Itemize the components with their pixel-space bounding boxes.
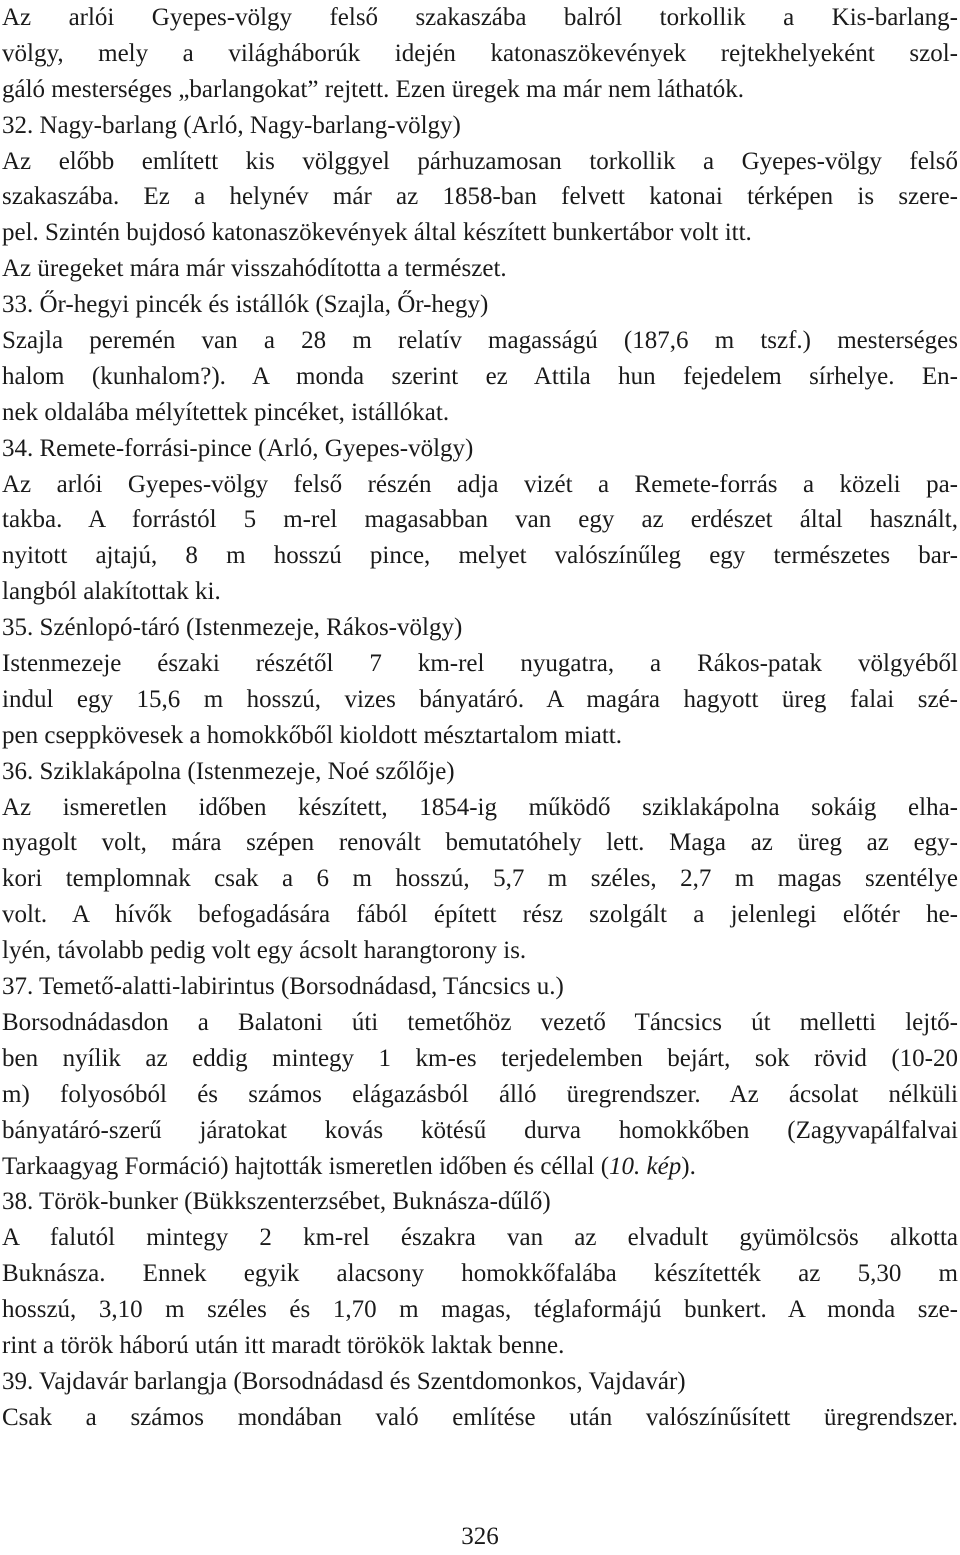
text-line-content: indul egy 15,6 m hosszú, vizes bányatáró. A magára hagyott üreg falai szé-	[2, 685, 958, 713]
text-line	[2, 538, 958, 574]
text-line-content: 34. Remete-forrási-pince (Arló, Gyepes-völgy)	[2, 434, 474, 462]
text-line	[2, 1220, 958, 1256]
text-line-content: rint a török háború után itt maradt törökök laktak benne.	[2, 1331, 565, 1359]
text-line	[2, 1364, 958, 1400]
text-line-content: lyén, távolabb pedig volt egy ácsolt harangtorony is.	[2, 937, 527, 965]
text-line-content: pel. Szintén bujdosó katonaszökevények által készített bunkertábor volt itt.	[2, 219, 752, 247]
text-line	[2, 1041, 958, 1077]
text-line-content: Az előbb említett kis völggyel párhuzamosan torkollik a Gyepes-völgy felső	[2, 147, 958, 175]
text-line	[2, 108, 958, 144]
text-line	[2, 1184, 958, 1220]
text-line	[2, 1113, 958, 1149]
text-line-tail: ).	[681, 1152, 696, 1180]
text-line	[2, 179, 958, 215]
text-line	[2, 287, 958, 323]
text-line-content: volt. A hívők befogadására fából épített rész szolgált a jelenlegi előtér he-	[2, 901, 958, 929]
text-line-content: pen cseppkövesek a homokkőből kioldott mésztartalom miatt.	[2, 721, 623, 749]
text-line-content: Buknásza. Ennek egyik alacsony homokkőfalába készítették az 5,30 m	[2, 1260, 958, 1288]
text-line	[2, 790, 958, 826]
text-line-content: Borsodnádasdon a Balatoni úti temetőhöz vezető Táncsics út melletti lejtő-	[2, 1008, 958, 1036]
page-number: 326	[461, 1523, 499, 1550]
text-line-content: Az arlói Gyepes-völgy felső szakaszába balról torkollik a Kis-barlang-	[2, 4, 958, 31]
text-line	[2, 1149, 958, 1185]
text-line-content: Csak a számos mondában való említése után valószínűsített üregrendszer.	[2, 1403, 958, 1431]
text-line-content: 38. Török-bunker (Bükkszenterzsébet, Buknásza-dűlő)	[2, 1188, 551, 1216]
text-line-content: 32. Nagy-barlang (Arló, Nagy-barlang-völgy)	[2, 111, 461, 139]
text-line-content: Szajla peremén van a 28 m relatív magasságú (187,6 m tszf.) mesterséges	[2, 327, 958, 355]
text-line-content: Az üregeket mára már visszahódította a természet.	[2, 255, 507, 283]
text-line	[2, 359, 958, 395]
text-line-content: ben nyílik az eddig mintegy 1 km-es terjedelemben bejárt, sok rövid (10-20	[2, 1044, 958, 1072]
text-line	[2, 72, 958, 108]
text-line-content: hosszú, 3,10 m széles és 1,70 m magas, téglaformájú bunkert. A monda sze-	[2, 1296, 958, 1324]
text-line	[2, 861, 958, 897]
text-line	[2, 431, 958, 467]
text-line-content: kori templomnak csak a 6 m hosszú, 5,7 m széles, 2,7 m magas szentélye	[2, 865, 958, 893]
text-line-content: A falutól mintegy 2 km-rel északra van az elvadult gyümölcsös alkotta	[2, 1224, 958, 1252]
text-line-content: Istenmezeje északi részétől 7 km-rel nyugatra, a Rákos-patak völgyéből	[2, 650, 958, 678]
text-line	[2, 323, 958, 359]
text-line	[2, 718, 958, 754]
text-line-content: 36. Sziklakápolna (Istenmezeje, Noé szőlője)	[2, 757, 455, 785]
text-line-content: bányatáró-szerű járatokat kovás kötésű durva homokkőben (Zagyvapálfalvai	[2, 1116, 958, 1144]
text-line-content: halom (kunhalom?). A monda szerint ez Attila hun fejedelem sírhelye. En-	[2, 362, 958, 390]
text-line-content: 35. Szénlopó-táró (Istenmezeje, Rákos-völgy)	[2, 614, 463, 642]
text-line-content: m) folyosóból és számos elágazásból álló üregrendszer. Az ácsolat nélküli	[2, 1080, 958, 1108]
text-line	[2, 1292, 958, 1328]
text-line	[2, 933, 958, 969]
text-line	[2, 395, 958, 431]
text-line-content: szakaszába. Ez a helynév már az 1858-ban felvett katonai térképen is szere-	[2, 183, 958, 211]
text-line	[2, 610, 958, 646]
page-body	[2, 0, 958, 1436]
text-line-content: nyagolt volt, mára szépen renovált bemutatóhely lett. Maga az üreg az egy-	[2, 829, 958, 857]
text-line	[2, 825, 958, 861]
text-line	[2, 467, 958, 503]
text-line-content: völgy, mely a világháborúk idején katonaszökevények rejtekhelyeként szol-	[2, 39, 958, 67]
text-line-content: Az ismeretlen időben készített, 1854-ig működő sziklakápolna sokáig elha-	[2, 793, 958, 821]
text-line	[2, 1256, 958, 1292]
text-line-content: langból alakítottak ki.	[2, 578, 221, 606]
figure-reference: 10. kép	[609, 1152, 682, 1180]
text-line-content: Az arlói Gyepes-völgy felső részén adja vizét a Remete-forrás a közeli pa-	[2, 470, 958, 498]
text-line-content: 33. Őr-hegyi pincék és istállók (Szajla, Őr-hegy)	[2, 291, 489, 319]
text-line	[2, 1328, 958, 1364]
text-line-content: nek oldalába mélyítettek pincéket, istállókat.	[2, 398, 450, 426]
text-line	[2, 36, 958, 72]
text-line	[2, 574, 958, 610]
text-line-content: Tarkaagyag Formáció) hajtották ismeretlen időben és céllal (	[2, 1152, 610, 1180]
text-line	[2, 251, 958, 287]
text-line	[2, 682, 958, 718]
text-line	[2, 1005, 958, 1041]
text-line	[2, 754, 958, 790]
text-line	[2, 969, 958, 1005]
text-line-content: gáló mesterséges „barlangokat” rejtett. Ezen üregek ma már nem láthatók.	[2, 75, 745, 103]
text-line-content: nyitott ajtajú, 8 m hosszú pince, melyet valószínűleg egy természetes bar-	[2, 542, 958, 570]
text-line	[2, 1400, 958, 1436]
text-line	[2, 502, 958, 538]
text-line-content: 39. Vajdavár barlangja (Borsodnádasd és Szentdomonkos, Vajdavár)	[2, 1367, 686, 1395]
text-line	[2, 0, 958, 36]
text-line	[2, 215, 958, 251]
text-line	[2, 646, 958, 682]
text-line	[2, 1077, 958, 1113]
text-line-content: 37. Temető-alatti-labirintus (Borsodnádasd, Táncsics u.)	[2, 973, 564, 1001]
text-line-content: takba. A forrástól 5 m-rel magasabban van egy az erdészet által használt,	[2, 506, 958, 534]
text-line	[2, 897, 958, 933]
text-line	[2, 144, 958, 180]
